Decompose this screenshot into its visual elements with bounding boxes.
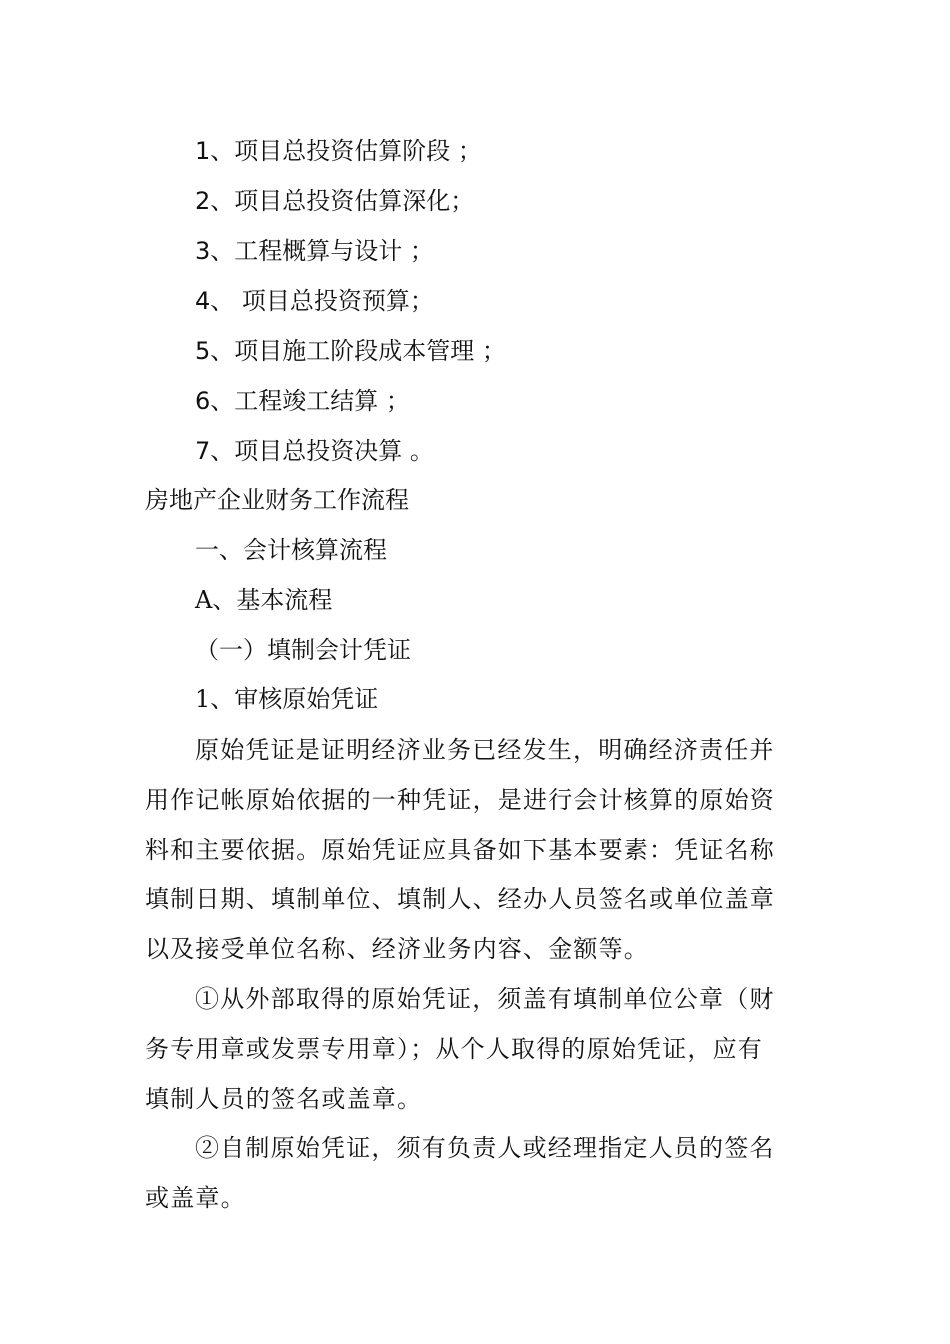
paragraph-line: 填制人员的签名或盖章。 — [145, 1085, 423, 1113]
paragraph-line: 或盖章。 — [145, 1184, 246, 1212]
paragraph-line: ①从外部取得的原始凭证，须盖有填制单位公章（财 — [195, 985, 775, 1013]
paragraph-line: 以及接受单位名称、经济业务内容、金额等。 — [145, 935, 649, 963]
paragraph-line: ②自制原始凭证，须有负责人或经理指定人员的签名 — [195, 1134, 775, 1162]
list-item: 1、项目总投资估算阶段 ； — [195, 137, 482, 165]
heading-accounting-process: 一、会计核算流程 — [195, 536, 387, 564]
paragraph-line: 用作记帐原始依据的一种凭证，是进行会计核算的原始资 — [145, 786, 775, 814]
heading-fill-vouchers: （一）填制会计凭证 — [195, 636, 411, 664]
paragraph-line: 原始凭证是证明经济业务已经发生，明确经济责任并 — [195, 736, 775, 764]
heading-basic-process: A、基本流程 — [195, 586, 333, 614]
list-item: 2、项目总投资估算深化； — [195, 187, 475, 215]
list-item: 3、工程概算与设计 ； — [195, 237, 434, 265]
paragraph-line: 务专用章或发票专用章）；从个人取得的原始凭证，应有 — [145, 1035, 763, 1063]
paragraph-line: 料和主要依据。原始凭证应具备如下基本要素：凭证名称 — [145, 836, 775, 864]
paragraph-line: 填制日期、填制单位、填制人、经办人员签名或单位盖章 — [145, 885, 775, 913]
section-title: 房地产企业财务工作流程 — [145, 486, 409, 514]
list-item: 5、项目施工阶段成本管理 ； — [195, 337, 506, 365]
list-item: 7、项目总投资决算 。 — [195, 437, 434, 465]
heading-review-vouchers: 1、审核原始凭证 — [195, 685, 379, 713]
list-item: 6、工程竣工结算 ； — [195, 387, 410, 415]
list-item: 4、 项目总投资预算； — [195, 287, 434, 315]
